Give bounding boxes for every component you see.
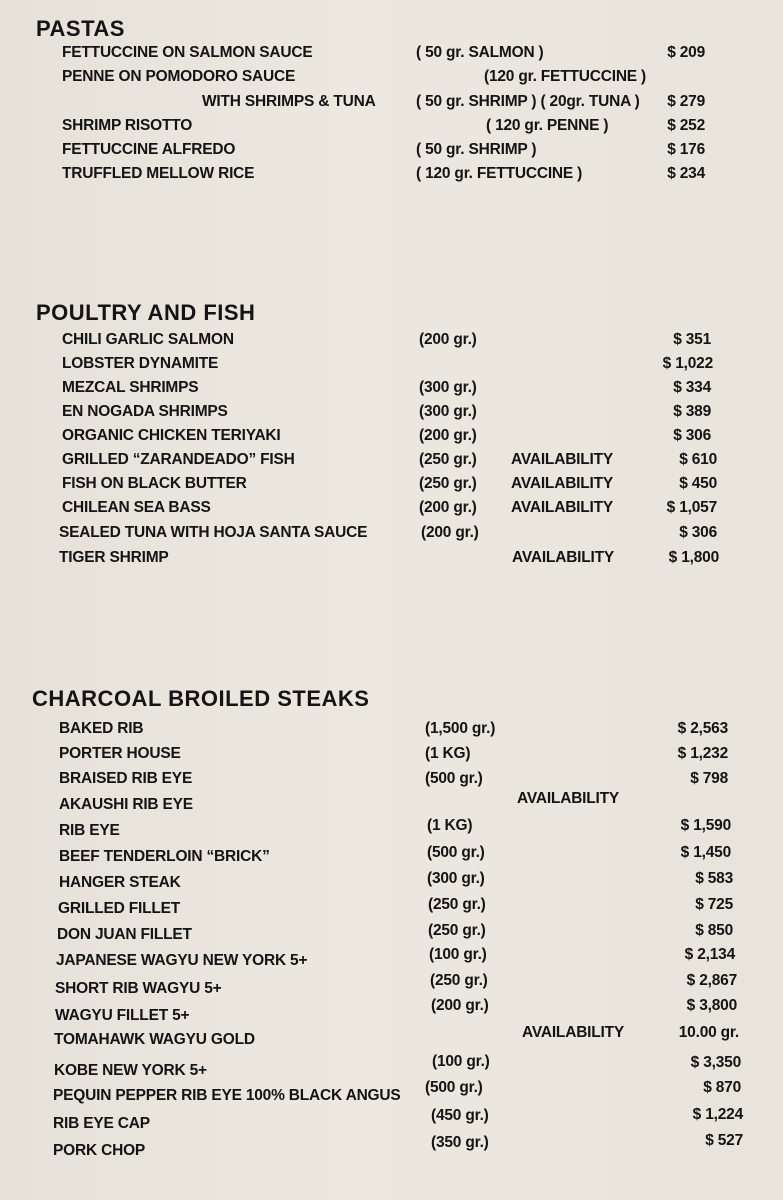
item-name: GRILLED “ZARANDEADO” FISH [62,451,295,468]
item-name: PORK CHOP [53,1142,146,1159]
item-weight: (300 gr.) [427,870,485,887]
item-weight: (250 gr.) [430,972,488,989]
menu-row [0,524,783,546]
item-name: RIB EYE CAP [53,1115,150,1132]
menu-row [0,997,783,1029]
item-name: BRAISED RIB EYE [59,770,193,787]
item-price: $ 252 [667,117,705,134]
item-price: $ 1,800 [668,549,719,566]
menu-row [0,896,783,922]
item-weight: (200 gr.) [419,499,477,516]
item-note: AVAILABILITY [511,499,614,516]
menu-row [0,165,783,187]
item-name: EN NOGADA SHRIMPS [62,403,228,420]
menu-row [0,549,783,571]
menu-row [0,117,783,139]
item-name: SHORT RIB WAGYU 5+ [55,980,222,997]
item-price: $ 2,134 [684,946,735,963]
item-weight: (100 gr.) [429,946,487,963]
item-note: AVAILABILITY [512,549,615,566]
item-name: GRILLED FILLET [58,900,181,917]
item-name: FETTUCCINE ALFREDO [62,141,236,158]
menu-row [0,451,783,473]
item-weight: (1 KG) [427,817,473,834]
menu-row [0,817,783,844]
item-name: CHILI GARLIC SALMON [62,331,234,348]
menu-row [0,1079,783,1109]
item-weight: ( 120 gr. PENNE ) [486,117,609,134]
item-price: $ 527 [705,1132,743,1149]
item-name: JAPANESE WAGYU NEW YORK 5+ [56,952,308,969]
item-price: $ 1,057 [666,499,717,516]
item-name: RIB EYE [59,822,120,839]
item-price: $ 798 [690,770,728,787]
menu-row [0,946,783,974]
item-name: DON JUAN FILLET [57,926,192,943]
item-weight: (200 gr.) [421,524,479,541]
item-name: WITH SHRIMPS & TUNA [202,93,376,110]
item-name: BAKED RIB [59,720,144,737]
item-name: TOMAHAWK WAGYU GOLD [54,1031,255,1048]
item-weight: (100 gr.) [432,1053,490,1070]
menu-row [0,790,783,818]
item-price: $ 1,450 [680,844,731,861]
menu-row [0,499,783,521]
item-weight: (300 gr.) [419,403,477,420]
item-price: $ 870 [703,1079,741,1096]
item-price: $ 209 [667,44,705,61]
item-price: $ 306 [673,427,711,444]
menu-row [0,403,783,425]
item-price: $ 1,590 [680,817,731,834]
item-price: $ 176 [667,141,705,158]
item-name: PENNE ON POMODORO SAUCE [62,68,296,85]
item-name: LOBSTER DYNAMITE [62,355,219,372]
menu-row [0,475,783,497]
item-weight: (250 gr.) [419,451,477,468]
item-price: $ 583 [695,870,733,887]
menu-row [0,1024,783,1053]
menu-row [0,355,783,377]
item-name: TIGER SHRIMP [59,549,169,566]
item-name: CHILEAN SEA BASS [62,499,211,516]
item-price: $ 351 [673,331,711,348]
item-weight: (200 gr.) [419,427,477,444]
item-price: $ 850 [695,922,733,939]
menu-row [0,141,783,163]
menu-row [0,972,783,1002]
menu-row [0,844,783,870]
menu-row [0,427,783,449]
item-price: $ 234 [667,165,705,182]
item-name: MEZCAL SHRIMPS [62,379,199,396]
item-price: $ 334 [673,379,711,396]
menu-row [0,93,783,115]
item-note: AVAILABILITY [517,790,620,807]
item-price: $ 2,867 [686,972,737,989]
item-price: $ 1,232 [677,745,728,762]
menu-row [0,331,783,353]
item-weight: (200 gr.) [431,997,489,1014]
item-name: WAGYU FILLET 5+ [55,1007,190,1024]
item-price: $ 450 [679,475,717,492]
item-name: BEEF TENDERLOIN “BRICK” [59,848,270,865]
menu-row [0,1053,783,1084]
item-weight: (120 gr. FETTUCCINE ) [484,68,647,85]
item-weight: ( 50 gr. SALMON ) [416,44,544,61]
item-name: KOBE NEW YORK 5+ [54,1062,207,1079]
item-name: PORTER HOUSE [59,745,181,762]
menu-row [0,922,783,948]
item-price: $ 1,022 [662,355,713,372]
item-weight: (500 gr.) [425,770,483,787]
menu-row [0,770,783,792]
menu-row [0,379,783,401]
item-weight: ( 50 gr. SHRIMP ) ( 20gr. TUNA ) [416,93,640,110]
item-price: $ 306 [679,524,717,541]
item-name: PEQUIN PEPPER RIB EYE 100% BLACK ANGUS [53,1087,401,1104]
menu-row [0,68,783,90]
section-title-poultry-fish: POULTRY AND FISH [36,300,256,325]
item-weight: (450 gr.) [431,1107,489,1124]
menu-row [0,1132,783,1164]
menu-row [0,870,783,896]
item-name: HANGER STEAK [59,874,181,891]
item-price: $ 1,224 [692,1106,743,1123]
menu-row [0,44,783,66]
item-note: AVAILABILITY [511,451,614,468]
item-price: $ 279 [667,93,705,110]
item-price: $ 389 [673,403,711,420]
item-weight: (200 gr.) [419,331,477,348]
section-title-pastas: PASTAS [36,16,125,41]
item-weight: (300 gr.) [419,379,477,396]
item-price: $ 3,800 [686,997,737,1014]
item-weight: (250 gr.) [428,896,486,913]
item-name: FETTUCCINE ON SALMON SAUCE [62,44,313,61]
item-price: 10.00 gr. [678,1024,739,1041]
item-weight: (1,500 gr.) [425,720,496,737]
item-weight: ( 50 gr. SHRIMP ) [416,141,537,158]
item-weight: (250 gr.) [428,922,486,939]
item-name: AKAUSHI RIB EYE [59,796,193,813]
item-name: SHRIMP RISOTTO [62,117,193,134]
item-note: AVAILABILITY [522,1024,625,1041]
menu-row [0,745,783,767]
item-name: FISH ON BLACK BUTTER [62,475,247,492]
item-weight: ( 120 gr. FETTUCCINE ) [416,165,583,182]
item-price: $ 610 [679,451,717,468]
menu-row [0,1106,783,1137]
item-price: $ 725 [695,896,733,913]
menu-row [0,720,783,742]
item-weight: (1 KG) [425,745,471,762]
item-weight: (350 gr.) [431,1134,489,1151]
item-name: TRUFFLED MELLOW RICE [62,165,255,182]
section-title-steaks: CHARCOAL BROILED STEAKS [32,686,370,711]
item-note: AVAILABILITY [511,475,614,492]
item-weight: (500 gr.) [425,1079,483,1096]
item-price: $ 2,563 [677,720,728,737]
item-weight: (500 gr.) [427,844,485,861]
item-name: SEALED TUNA WITH HOJA SANTA SAUCE [59,524,368,541]
item-weight: (250 gr.) [419,475,477,492]
item-name: ORGANIC CHICKEN TERIYAKI [62,427,281,444]
item-price: $ 3,350 [690,1054,741,1071]
